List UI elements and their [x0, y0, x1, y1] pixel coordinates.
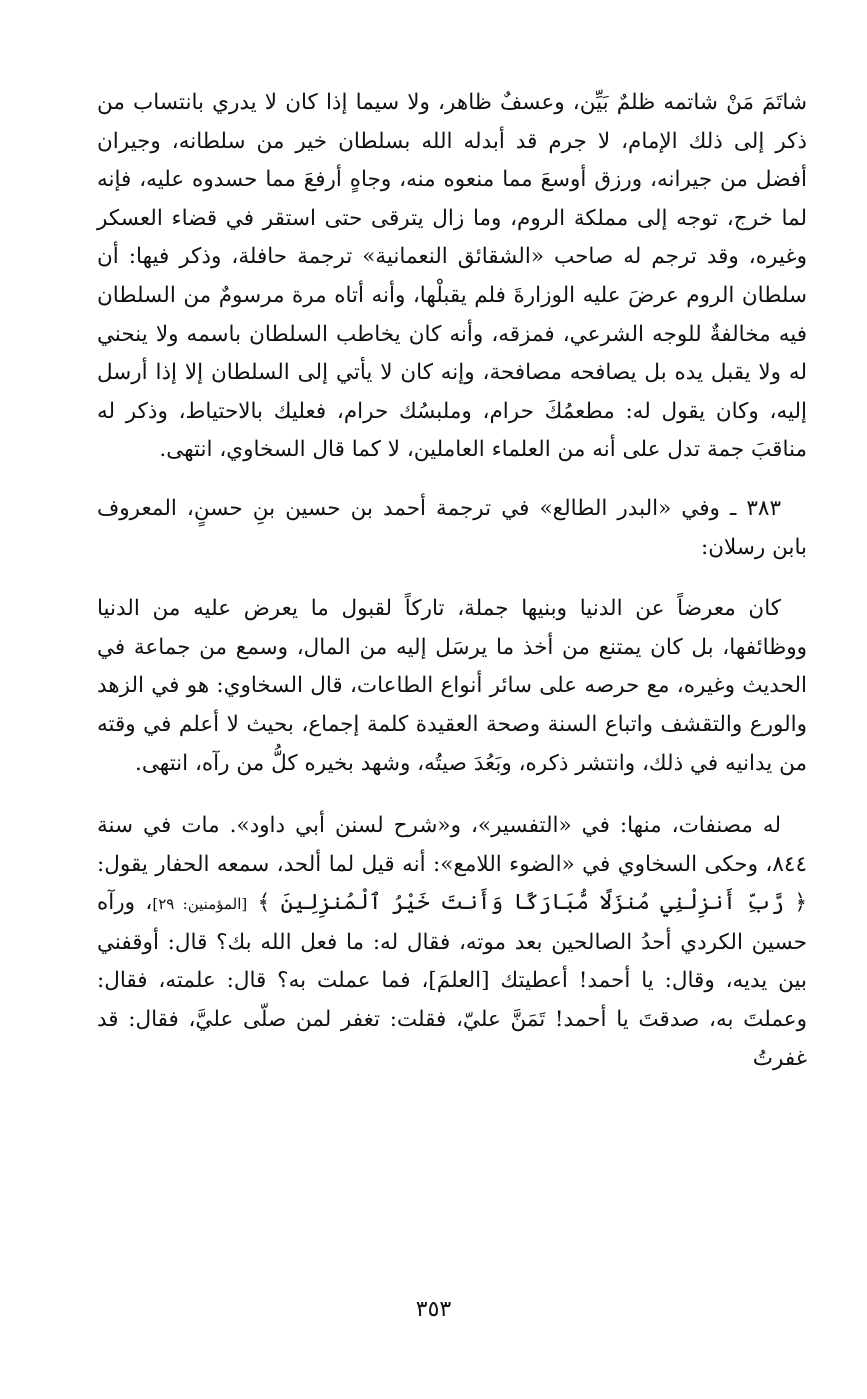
verse-reference: [المؤمنين: ٢٩] — [152, 895, 248, 914]
works-text: له مصنفات، منها: في «التفسير»، و«شرح لسنن أبي داود». مات في سنة ٨٤٤، وحكى السخاوي في «الضوء اللامع»: أنه قيل لما ألحد، سمعه الحفار يقول: — [97, 813, 807, 877]
paragraph-entry-383-heading: ٣٨٣ ـ وفي «البدر الطالع» في ترجمة أحمد بن حسين بنِ حسنٍ، المعروف بابن رسلان: — [97, 495, 807, 560]
dream-narration-text: ، ورآه حسين الكردي أحدُ الصالحين بعد موته، فقال له: ما فعل الله بك؟ قال: أوقفني بين يديه، وقال: يا أحمد! أعطيتك [العلمَ]، فما عملت به؟ قال: علمته، فقال: وعملتَ به، صدقتَ يا أحمد! تَمَنَّ عليّ، فقلت: تغفر لمن صلّى عليَّ، فقال: قد غفرتُ — [97, 890, 807, 1071]
page-number: ٣٥٣ — [415, 1297, 452, 1322]
paragraph-commentary: شاتَمَ مَنْ شاتمه ظلمٌ بَيِّن، وعسفٌ ظاهر، ولا سيما إذا كان لا يدري بانتساب من ذكر إلى ذلك الإمام، لا جرم قد أبدله الله بسلطان خير من سلطانه، وجيران أفضل من جيرانه، ورزق أوسعَ مما منعوه منه، وجاهٍ أرفعَ مما حسدوه عليه، فإنه لما خرج، توجه إلى مملكة الروم، وما زال يترقى حتى استقر في قضاء العسكر وغيره، وقد ترجم له صاحب «الشقائق النعمانية» ترجمة حافلة، وذكر فيها: أن سلطان الروم عرضَ عليه الوزارةَ فلم يقبلْها، وأنه أتاه مرة مرسومٌ من السلطان فيه مخالفةٌ للوجه الشرعي، فمزقه، وأنه كان يخاطب السلطان باسمه ولا ينحني له ولا يقبل يده بل يصافحه مصافحة، وإنه كان لا يأتي إلى السلطان إلا إذا أرسل إليه، وكان يقول له: مطعمُكَ حرام، وملبسُك حرام، فعليك بالاحتياط، وذكر له مناقبَ جمة تدل على أنه من العلماء العاملين، لا كما قال السخاوي، انتهى. — [97, 90, 807, 463]
page-body — [97, 84, 807, 1078]
quran-verse: ﴿ رَّبِّ أَنزِلْنِي مُنزَلًا مُّبَارَكًا وَأَنتَ خَيْرُ ٱلْمُنزِلِينَ ﴾ — [257, 890, 808, 916]
paragraph-works-and-death — [97, 807, 807, 1078]
paragraph-quote-ibn-raslan: كان معرضاً عن الدنيا وبنيها جملة، تاركاً لقبول ما يعرض عليه من الدنيا ووظائفها، بل كان يمتنع من أخذ ما يرسَل إليه من المال، وسمع من جماعة في الحديث وغيره، مع حرصه على سائر أنواع الطاعات، قال السخاوي: هو في الزهد والورع والتقشف واتباع السنة وصحة العقيدة كلمة إجماع، بحيث لا أعلم في وقته من يدانيه في ذلك، وانتشر ذكره، وبَعُدَ صيتُه، وشهد بخيره كلُّ من رآه، انتهى. — [97, 596, 807, 776]
